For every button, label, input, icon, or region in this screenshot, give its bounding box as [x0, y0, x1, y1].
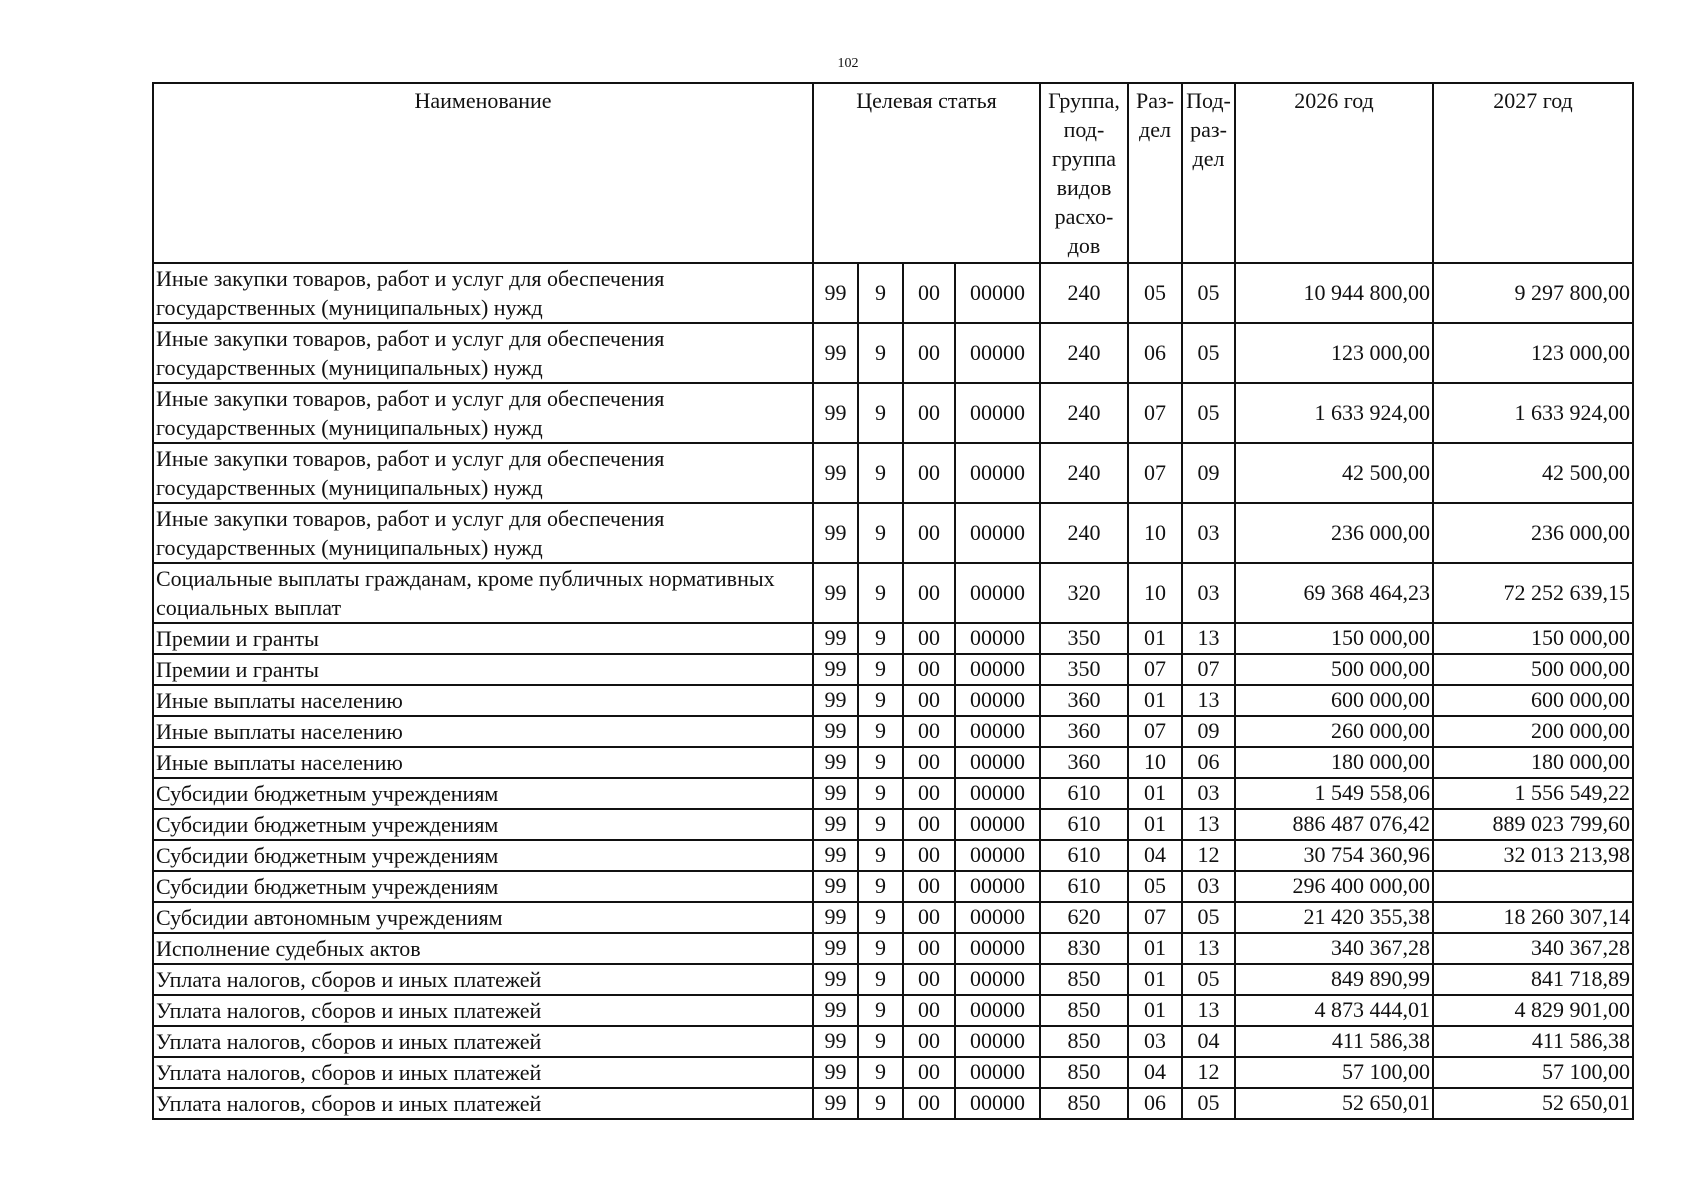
target-article-direction: 00000	[955, 840, 1040, 871]
amount-2026: 296 400 000,00	[1235, 871, 1433, 902]
row-name: Иные выплаты населению	[153, 716, 813, 747]
section: 01	[1128, 778, 1182, 809]
target-article-program: 99	[813, 778, 858, 809]
target-article-program: 99	[813, 503, 858, 563]
amount-2026: 123 000,00	[1235, 323, 1433, 383]
target-article-subprogram: 9	[858, 623, 903, 654]
target-article-program: 99	[813, 995, 858, 1026]
amount-2026: 236 000,00	[1235, 503, 1433, 563]
target-article-program: 99	[813, 1026, 858, 1057]
row-name: Иные закупки товаров, работ и услуг для обеспечения государственных (муниципальных) нужд	[153, 443, 813, 503]
amount-2027: 1 556 549,22	[1433, 778, 1633, 809]
subsection: 05	[1182, 383, 1235, 443]
section: 05	[1128, 263, 1182, 323]
target-article-subprogram: 9	[858, 964, 903, 995]
section: 06	[1128, 1088, 1182, 1119]
header-year-2027: 2027 год	[1433, 83, 1633, 263]
target-article-subprogram: 9	[858, 443, 903, 503]
section: 01	[1128, 623, 1182, 654]
row-name: Иные выплаты населению	[153, 685, 813, 716]
subsection: 12	[1182, 1057, 1235, 1088]
target-article-subprogram: 9	[858, 716, 903, 747]
section: 03	[1128, 1026, 1182, 1057]
amount-2026: 4 873 444,01	[1235, 995, 1433, 1026]
target-article-program: 99	[813, 263, 858, 323]
target-article-main-event: 00	[903, 747, 955, 778]
amount-2026: 600 000,00	[1235, 685, 1433, 716]
target-article-direction: 00000	[955, 443, 1040, 503]
target-article-subprogram: 9	[858, 563, 903, 623]
subsection: 03	[1182, 871, 1235, 902]
amount-2027: 42 500,00	[1433, 443, 1633, 503]
section: 07	[1128, 654, 1182, 685]
target-article-direction: 00000	[955, 716, 1040, 747]
expense-group: 850	[1040, 1088, 1128, 1119]
target-article-direction: 00000	[955, 871, 1040, 902]
expense-group: 610	[1040, 809, 1128, 840]
target-article-subprogram: 9	[858, 902, 903, 933]
amount-2026: 10 944 800,00	[1235, 263, 1433, 323]
section: 06	[1128, 323, 1182, 383]
section: 01	[1128, 933, 1182, 964]
expense-group: 850	[1040, 1057, 1128, 1088]
expense-group: 240	[1040, 323, 1128, 383]
row-name: Уплата налогов, сборов и иных платежей	[153, 1088, 813, 1119]
subsection: 13	[1182, 685, 1235, 716]
expense-group: 620	[1040, 902, 1128, 933]
target-article-subprogram: 9	[858, 383, 903, 443]
table-row	[153, 654, 1633, 685]
target-article-direction: 00000	[955, 1026, 1040, 1057]
expense-group: 240	[1040, 383, 1128, 443]
row-name: Субсидии бюджетным учреждениям	[153, 871, 813, 902]
amount-2027: 9 297 800,00	[1433, 263, 1633, 323]
amount-2026: 42 500,00	[1235, 443, 1433, 503]
target-article-main-event: 00	[903, 716, 955, 747]
expense-group: 320	[1040, 563, 1128, 623]
target-article-subprogram: 9	[858, 323, 903, 383]
amount-2026: 52 650,01	[1235, 1088, 1433, 1119]
expense-group: 350	[1040, 654, 1128, 685]
section: 01	[1128, 964, 1182, 995]
target-article-subprogram: 9	[858, 263, 903, 323]
expense-group: 240	[1040, 443, 1128, 503]
target-article-subprogram: 9	[858, 933, 903, 964]
subsection: 05	[1182, 1088, 1235, 1119]
amount-2026: 69 368 464,23	[1235, 563, 1433, 623]
amount-2026: 30 754 360,96	[1235, 840, 1433, 871]
amount-2027: 889 023 799,60	[1433, 809, 1633, 840]
target-article-program: 99	[813, 443, 858, 503]
expense-group: 240	[1040, 263, 1128, 323]
target-article-program: 99	[813, 809, 858, 840]
expense-group: 360	[1040, 747, 1128, 778]
target-article-main-event: 00	[903, 1026, 955, 1057]
target-article-direction: 00000	[955, 747, 1040, 778]
target-article-program: 99	[813, 964, 858, 995]
target-article-direction: 00000	[955, 902, 1040, 933]
amount-2026: 180 000,00	[1235, 747, 1433, 778]
table-row	[153, 716, 1633, 747]
target-article-direction: 00000	[955, 654, 1040, 685]
target-article-main-event: 00	[903, 623, 955, 654]
table-row	[153, 1088, 1633, 1119]
amount-2027: 841 718,89	[1433, 964, 1633, 995]
target-article-program: 99	[813, 840, 858, 871]
amount-2026: 340 367,28	[1235, 933, 1433, 964]
row-name: Премии и гранты	[153, 623, 813, 654]
subsection: 03	[1182, 563, 1235, 623]
subsection: 06	[1182, 747, 1235, 778]
table-row	[153, 933, 1633, 964]
row-name: Иные закупки товаров, работ и услуг для обеспечения государственных (муниципальных) нужд	[153, 323, 813, 383]
target-article-direction: 00000	[955, 809, 1040, 840]
amount-2027: 180 000,00	[1433, 747, 1633, 778]
table-row	[153, 747, 1633, 778]
section: 05	[1128, 871, 1182, 902]
amount-2027: 18 260 307,14	[1433, 902, 1633, 933]
table-row	[153, 563, 1633, 623]
target-article-main-event: 00	[903, 443, 955, 503]
subsection: 09	[1182, 716, 1235, 747]
row-name: Иные выплаты населению	[153, 747, 813, 778]
row-name: Уплата налогов, сборов и иных платежей	[153, 1026, 813, 1057]
row-name: Субсидии бюджетным учреждениям	[153, 840, 813, 871]
table-row	[153, 503, 1633, 563]
table-row	[153, 323, 1633, 383]
target-article-program: 99	[813, 685, 858, 716]
table-body	[153, 263, 1633, 1119]
row-name: Исполнение судебных актов	[153, 933, 813, 964]
row-name: Уплата налогов, сборов и иных платежей	[153, 1057, 813, 1088]
amount-2027: 150 000,00	[1433, 623, 1633, 654]
section: 04	[1128, 1057, 1182, 1088]
amount-2027: 411 586,38	[1433, 1026, 1633, 1057]
expense-group: 610	[1040, 840, 1128, 871]
section: 01	[1128, 995, 1182, 1026]
target-article-program: 99	[813, 747, 858, 778]
amount-2026: 500 000,00	[1235, 654, 1433, 685]
target-article-program: 99	[813, 871, 858, 902]
subsection: 07	[1182, 654, 1235, 685]
amount-2027: 57 100,00	[1433, 1057, 1633, 1088]
header-target-article: Целевая статья	[813, 83, 1040, 263]
target-article-subprogram: 9	[858, 685, 903, 716]
table-row	[153, 685, 1633, 716]
target-article-main-event: 00	[903, 563, 955, 623]
row-name: Иные закупки товаров, работ и услуг для обеспечения государственных (муниципальных) нужд	[153, 383, 813, 443]
target-article-program: 99	[813, 1088, 858, 1119]
target-article-program: 99	[813, 563, 858, 623]
section: 07	[1128, 443, 1182, 503]
budget-table	[152, 82, 1634, 1120]
expense-group: 360	[1040, 685, 1128, 716]
amount-2027: 72 252 639,15	[1433, 563, 1633, 623]
amount-2027: 500 000,00	[1433, 654, 1633, 685]
amount-2026: 1 549 558,06	[1235, 778, 1433, 809]
target-article-main-event: 00	[903, 964, 955, 995]
subsection: 13	[1182, 995, 1235, 1026]
target-article-direction: 00000	[955, 263, 1040, 323]
amount-2027: 32 013 213,98	[1433, 840, 1633, 871]
header-expense-group: Группа, под-группа видов расхо-дов	[1040, 83, 1128, 263]
amount-2026: 1 633 924,00	[1235, 383, 1433, 443]
target-article-subprogram: 9	[858, 503, 903, 563]
row-name: Субсидии бюджетным учреждениям	[153, 809, 813, 840]
section: 10	[1128, 563, 1182, 623]
target-article-direction: 00000	[955, 995, 1040, 1026]
target-article-program: 99	[813, 323, 858, 383]
header-subsection: Под-раз-дел	[1182, 83, 1235, 263]
subsection: 13	[1182, 933, 1235, 964]
target-article-subprogram: 9	[858, 809, 903, 840]
header-year-2026: 2026 год	[1235, 83, 1433, 263]
section: 07	[1128, 716, 1182, 747]
target-article-main-event: 00	[903, 654, 955, 685]
amount-2027: 340 367,28	[1433, 933, 1633, 964]
target-article-subprogram: 9	[858, 654, 903, 685]
subsection: 09	[1182, 443, 1235, 503]
target-article-main-event: 00	[903, 840, 955, 871]
amount-2026: 21 420 355,38	[1235, 902, 1433, 933]
section: 10	[1128, 503, 1182, 563]
section: 04	[1128, 840, 1182, 871]
target-article-subprogram: 9	[858, 1026, 903, 1057]
subsection: 05	[1182, 902, 1235, 933]
subsection: 03	[1182, 778, 1235, 809]
target-article-direction: 00000	[955, 563, 1040, 623]
header-section: Раз-дел	[1128, 83, 1182, 263]
expense-group: 610	[1040, 778, 1128, 809]
expense-group: 830	[1040, 933, 1128, 964]
table-row	[153, 623, 1633, 654]
target-article-main-event: 00	[903, 263, 955, 323]
target-article-program: 99	[813, 383, 858, 443]
target-article-subprogram: 9	[858, 840, 903, 871]
target-article-program: 99	[813, 716, 858, 747]
expense-group: 240	[1040, 503, 1128, 563]
amount-2027: 1 633 924,00	[1433, 383, 1633, 443]
subsection: 04	[1182, 1026, 1235, 1057]
target-article-direction: 00000	[955, 383, 1040, 443]
row-name: Иные закупки товаров, работ и услуг для обеспечения государственных (муниципальных) нужд	[153, 263, 813, 323]
target-article-main-event: 00	[903, 1088, 955, 1119]
page-number: 102	[837, 56, 859, 71]
section: 07	[1128, 383, 1182, 443]
subsection: 05	[1182, 964, 1235, 995]
target-article-direction: 00000	[955, 1088, 1040, 1119]
table-row	[153, 902, 1633, 933]
table-row	[153, 263, 1633, 323]
subsection: 03	[1182, 503, 1235, 563]
row-name: Иные закупки товаров, работ и услуг для обеспечения государственных (муниципальных) нужд	[153, 503, 813, 563]
amount-2027: 236 000,00	[1433, 503, 1633, 563]
target-article-main-event: 00	[903, 323, 955, 383]
target-article-main-event: 00	[903, 685, 955, 716]
target-article-main-event: 00	[903, 933, 955, 964]
amount-2027: 52 650,01	[1433, 1088, 1633, 1119]
amount-2026: 886 487 076,42	[1235, 809, 1433, 840]
amount-2027: 600 000,00	[1433, 685, 1633, 716]
table-row	[153, 840, 1633, 871]
table-row	[153, 383, 1633, 443]
expense-group: 850	[1040, 995, 1128, 1026]
section: 07	[1128, 902, 1182, 933]
table-row	[153, 995, 1633, 1026]
subsection: 12	[1182, 840, 1235, 871]
amount-2026: 150 000,00	[1235, 623, 1433, 654]
row-name: Премии и гранты	[153, 654, 813, 685]
expense-group: 610	[1040, 871, 1128, 902]
table-row	[153, 871, 1633, 902]
table-row	[153, 1057, 1633, 1088]
table-row	[153, 778, 1633, 809]
target-article-program: 99	[813, 623, 858, 654]
subsection: 13	[1182, 623, 1235, 654]
header-row	[153, 83, 1633, 263]
section: 01	[1128, 685, 1182, 716]
table-row	[153, 809, 1633, 840]
target-article-subprogram: 9	[858, 778, 903, 809]
target-article-main-event: 00	[903, 503, 955, 563]
subsection: 05	[1182, 263, 1235, 323]
amount-2027: 123 000,00	[1433, 323, 1633, 383]
target-article-program: 99	[813, 902, 858, 933]
amount-2026: 849 890,99	[1235, 964, 1433, 995]
target-article-direction: 00000	[955, 1057, 1040, 1088]
target-article-direction: 00000	[955, 778, 1040, 809]
row-name: Уплата налогов, сборов и иных платежей	[153, 964, 813, 995]
target-article-subprogram: 9	[858, 1057, 903, 1088]
target-article-subprogram: 9	[858, 871, 903, 902]
target-article-direction: 00000	[955, 623, 1040, 654]
subsection: 05	[1182, 323, 1235, 383]
target-article-main-event: 00	[903, 871, 955, 902]
target-article-program: 99	[813, 654, 858, 685]
subsection: 13	[1182, 809, 1235, 840]
target-article-direction: 00000	[955, 685, 1040, 716]
target-article-program: 99	[813, 1057, 858, 1088]
target-article-subprogram: 9	[858, 747, 903, 778]
amount-2027: 200 000,00	[1433, 716, 1633, 747]
amount-2027	[1433, 871, 1633, 902]
table-row	[153, 964, 1633, 995]
row-name: Уплата налогов, сборов и иных платежей	[153, 995, 813, 1026]
expense-group: 350	[1040, 623, 1128, 654]
target-article-subprogram: 9	[858, 995, 903, 1026]
table-row	[153, 443, 1633, 503]
target-article-main-event: 00	[903, 809, 955, 840]
header-name: Наименование	[153, 83, 813, 263]
amount-2026: 260 000,00	[1235, 716, 1433, 747]
target-article-main-event: 00	[903, 902, 955, 933]
section: 01	[1128, 809, 1182, 840]
section: 10	[1128, 747, 1182, 778]
target-article-program: 99	[813, 933, 858, 964]
expense-group: 360	[1040, 716, 1128, 747]
target-article-main-event: 00	[903, 995, 955, 1026]
row-name: Субсидии автономным учреждениям	[153, 902, 813, 933]
target-article-main-event: 00	[903, 778, 955, 809]
target-article-main-event: 00	[903, 383, 955, 443]
row-name: Субсидии бюджетным учреждениям	[153, 778, 813, 809]
row-name: Социальные выплаты гражданам, кроме публичных нормативных социальных выплат	[153, 563, 813, 623]
table-row	[153, 1026, 1633, 1057]
amount-2026: 411 586,38	[1235, 1026, 1433, 1057]
target-article-subprogram: 9	[858, 1088, 903, 1119]
expense-group: 850	[1040, 964, 1128, 995]
expense-group: 850	[1040, 1026, 1128, 1057]
amount-2026: 57 100,00	[1235, 1057, 1433, 1088]
target-article-direction: 00000	[955, 964, 1040, 995]
target-article-direction: 00000	[955, 933, 1040, 964]
target-article-direction: 00000	[955, 323, 1040, 383]
target-article-direction: 00000	[955, 503, 1040, 563]
amount-2027: 4 829 901,00	[1433, 995, 1633, 1026]
target-article-main-event: 00	[903, 1057, 955, 1088]
